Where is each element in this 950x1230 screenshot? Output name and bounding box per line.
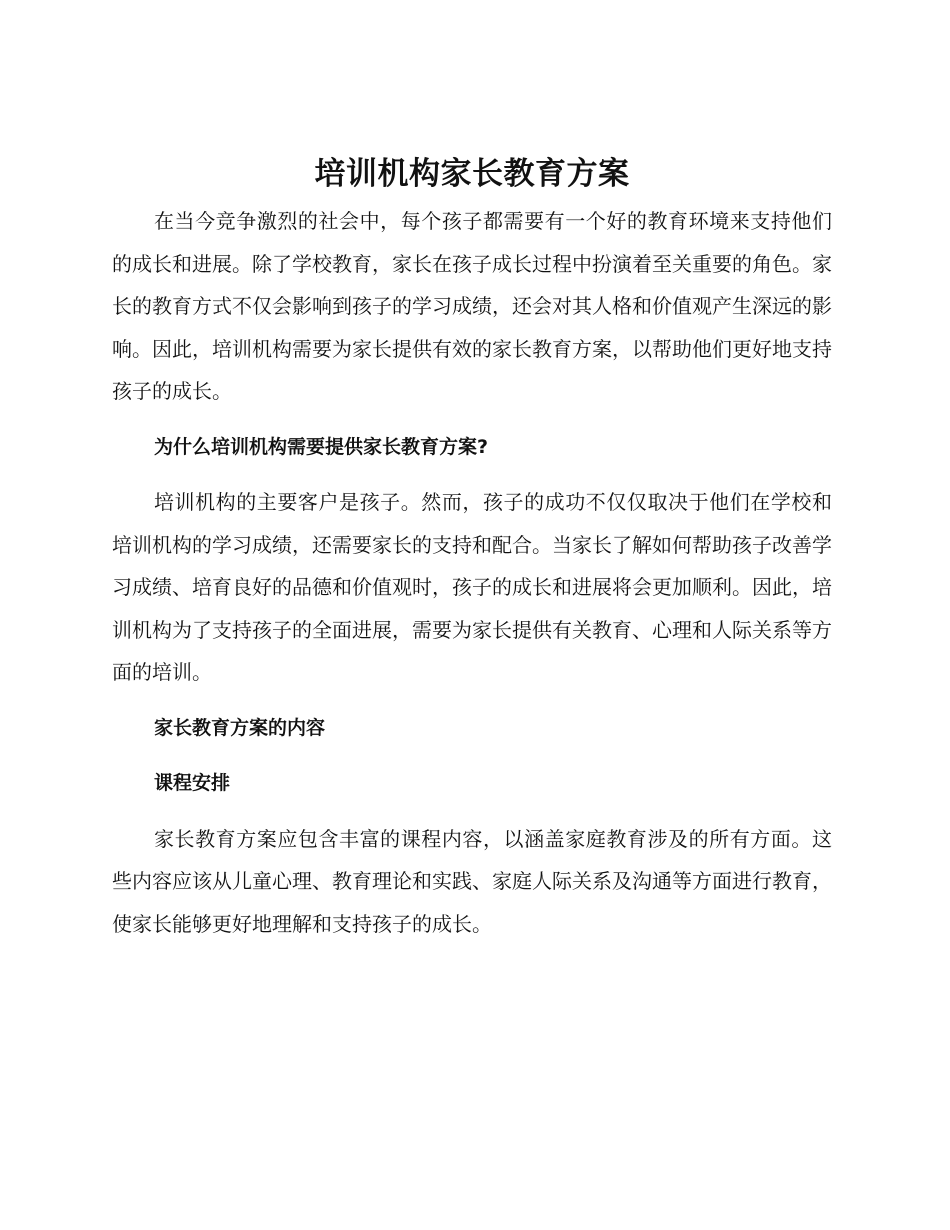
- section-heading-content: 家长教育方案的内容: [154, 716, 326, 739]
- subsection-heading-courses: 课程安排: [154, 772, 231, 794]
- subsection-paragraph-courses: 家长教育方案应包含丰富的课程内容，以涵盖家庭教育涉及的所有方面。这些内容应该从儿童心理、教育理论和实践、家庭人际关系及沟通等方面进行教育，使家长能够更好地理解和支持孩子的成长。: [112, 826, 832, 936]
- section-paragraph-why: 培训机构的主要客户是孩子。然而，孩子的成功不仅仅取决于他们在学校和培训机构的学习成绩，还需要家长的支持和配合。当家长了解如何帮助孩子改善学习成绩、培育良好的品德和价值观时，孩子的成长和进展将会更加顺利。因此，培训机构为了支持孩子的全面进展，需要为家长提供有关教育、心理和人际关系等方面的培训。: [112, 490, 832, 684]
- section-heading-why: 为什么培训机构需要提供家长教育方案?: [154, 435, 489, 458]
- document-title: 培训机构家长教育方案: [314, 156, 630, 192]
- intro-paragraph: 在当今竞争激烈的社会中，每个孩子都需要有一个好的教育环境来支持他们的成长和进展。除了学校教育，家长在孩子成长过程中扮演着至关重要的角色。家长的教育方式不仅会影响到孩子的学习成绩，还会对其人格和价值观产生深远的影响。因此，培训机构需要为家长提供有效的家长教育方案，以帮助他们更好地支持孩子的成长。: [112, 209, 832, 403]
- document-body: [112, 148, 832, 958]
